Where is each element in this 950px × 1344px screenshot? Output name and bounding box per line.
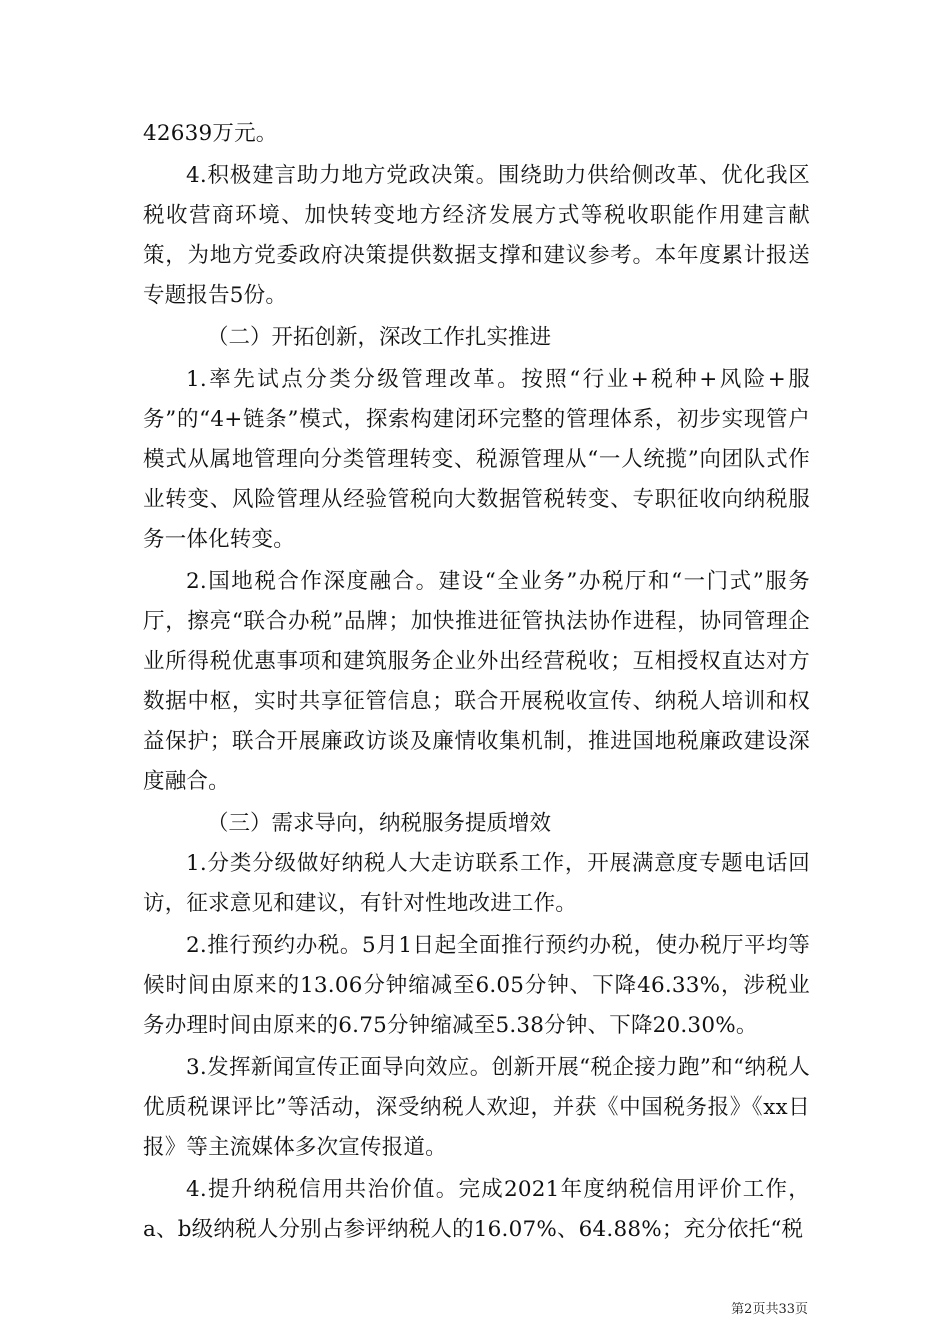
paragraph-item-1-visits: 1.分类分级做好纳税人大走访联系工作，开展满意度专题电话回访，征求意见和建议，有针对性地改进工作。 [143,851,810,916]
section-heading-2: （二）开拓创新，深改工作扎实推进 [207,325,552,350]
paragraph-item-1-reform: 1.率先试点分类分级管理改革。按照“行业+税种+风险+服务”的“4+链条”模式，探索构建闭环完整的管理体系，初步实现管户模式从属地管理向分类管理转变、税源管理从“一人统揽”向团队式作业转变、风险管理从经验管税向大数据管税转变、专职征收向纳税服务一体化转变。 [143,367,810,552]
document-body [143,114,810,1250]
paragraph-item-4-credit: 4.提升纳税信用共治价值。完成2021年度纳税信用评价工作，a、b级纳税人分别占参评纳税人的16.07%、64.88%；充分依托“税 [143,1177,810,1242]
paragraph-item-3-publicity: 3.发挥新闻宣传正面导向效应。创新开展“税企接力跑”和“纳税人优质税课评比”等活动，深受纳税人欢迎，并获《中国税务报》《xx日报》等主流媒体多次宣传报道。 [143,1055,810,1160]
page-number-footer: 第2页共33页 [731,1302,808,1317]
paragraph-amount-tail: 42639万元。 [143,121,278,146]
paragraph-item-2-cooperation: 2.国地税合作深度融合。建设“全业务”办税厅和“一门式”服务厅，擦亮“联合办税”品牌；加快推进征管执法协作进程，协同管理企业所得税优惠事项和建筑服务企业外出经营税收；互相授权直达对方数据中枢，实时共享征管信息；联合开展税收宣传、纳税人培训和权益保护；联合开展廉政访谈及廉情收集机制，推进国地税廉政建设深度融合。 [143,569,810,794]
paragraph-item-4-advice: 4.积极建言助力地方党政决策。围绕助力供给侧改革、优化我区税收营商环境、加快转变地方经济发展方式等税收职能作用建言献策，为地方党委政府决策提供数据支撑和建议参考。本年度累计报送专题报告5份。 [143,163,810,308]
paragraph-item-2-appointment: 2.推行预约办税。5月1日起全面推行预约办税，使办税厅平均等候时间由原来的13.06分钟缩减至6.05分钟、下降46.33%，涉税业务办理时间由原来的6.75分钟缩减至5.38分钟、下降20.30%。 [143,933,810,1038]
section-heading-3: （三）需求导向，纳税服务提质增效 [207,811,552,836]
